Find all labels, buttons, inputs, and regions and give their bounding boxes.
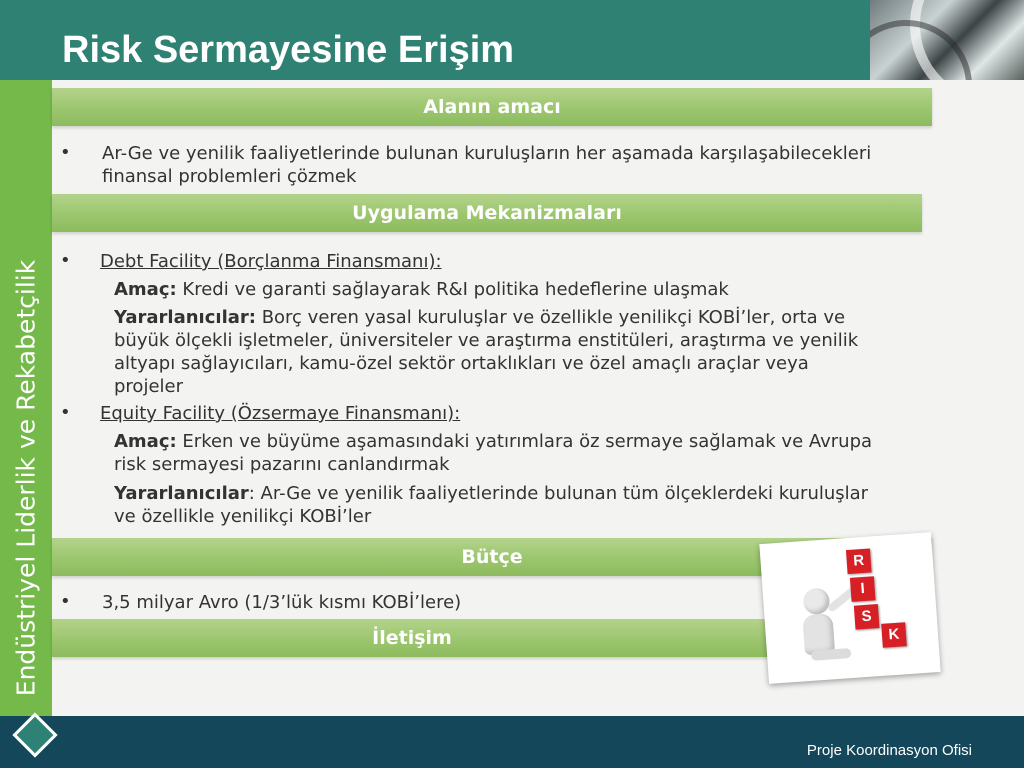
bullet-marker: • <box>60 591 71 612</box>
debt-facility-title: Debt Facility (Borçlanma Finansmanı): <box>100 251 442 272</box>
sidebar-label: Endüstriyel Liderlik ve Rekabetçilik <box>11 259 41 697</box>
bullet-marker: • <box>60 142 71 163</box>
equity-aim: Amaç: Erken ve büyüme aşamasındaki yatırımlara öz sermaye sağlamak ve Avrupa risk sermayesi pazarını canlandırmak <box>114 431 873 475</box>
debt-beneficiaries: Yararlanıcılar: Borç veren yasal kuruluşlar ve özellikle yenilikçi KOBİ’ler, orta ve büyük ölçekli işletmeler, üniversiteler ve araştırma enstitüleri, araştırma ve yenilik altyapı sağlayıcıları, kamu-özel sektör ortaklıkları ve özel amaçlı araçlar veya projeler <box>114 307 859 397</box>
header-decorative-image <box>870 0 1024 80</box>
equity-beneficiaries: Yararlanıcılar: Ar-Ge ve yenilik faaliyetlerinde bulunan tüm ölçeklerdeki kuruluşlar ve özellikle yenilikçi KOBİ’ler <box>114 483 869 527</box>
section-header-budget: Bütçe <box>52 538 932 576</box>
debt-aim: Amaç: Kredi ve garanti sağlayarak R&I politika hedeflerine ulaşmak <box>114 279 729 300</box>
bullet-marker: • <box>60 250 71 271</box>
figure-head-icon <box>803 587 831 615</box>
bullet-marker: • <box>60 402 71 423</box>
budget-text: 3,5 milyar Avro (1/3’lük kısmı KOBİ’lere) <box>102 592 462 613</box>
risk-block-r: R <box>846 548 872 574</box>
sidebar <box>0 80 52 716</box>
risk-illustration <box>759 532 940 684</box>
section-header-mechanisms: Uygulama Mekanizmaları <box>52 194 922 232</box>
footer-bar <box>0 716 1024 768</box>
risk-block-s: S <box>854 604 880 630</box>
risk-block-i: I <box>850 576 876 602</box>
purpose-text: Ar-Ge ve yenilik faaliyetlerinde bulunan kuruluşların her aşamada karşılaşabilecekleri finansal problemleri çözmek <box>102 143 872 187</box>
equity-facility-title: Equity Facility (Özsermaye Finansmanı): <box>100 403 461 424</box>
section-header-purpose: Alanın amacı <box>52 88 932 126</box>
footer-org: Proje Koordinasyon Ofisi <box>806 742 972 759</box>
section-header-contact: İletişim <box>52 619 772 657</box>
title-bar <box>0 0 870 80</box>
risk-block-k: K <box>881 622 907 648</box>
slide-title: Risk Sermayesine Erişim <box>62 29 515 71</box>
